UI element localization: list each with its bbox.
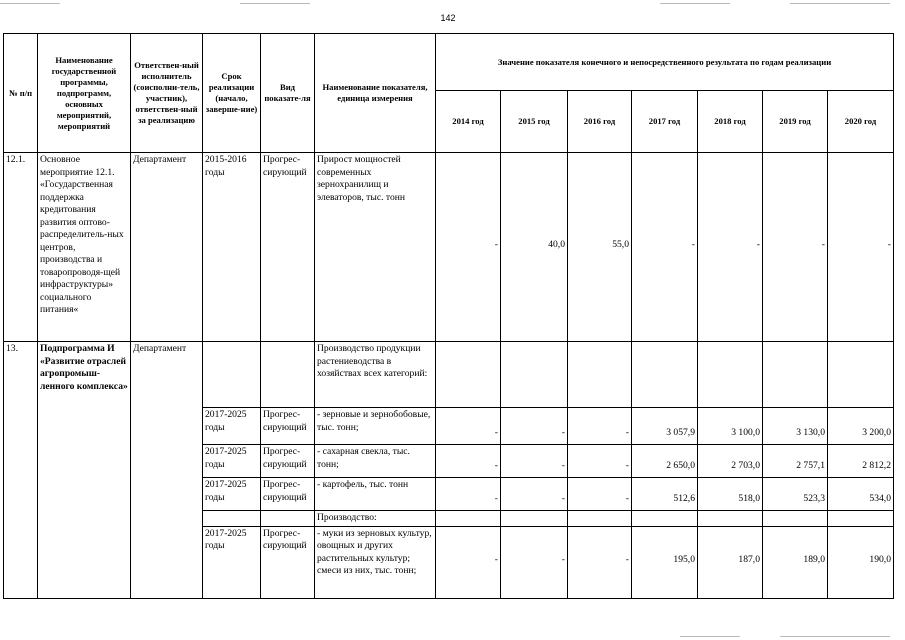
value-cell: 55,0 <box>568 153 632 342</box>
value-cell <box>501 511 568 527</box>
value-cell: 189,0 <box>763 526 828 598</box>
value-cell <box>763 511 828 527</box>
header-name: Наименование государственной программы, подпрограмм, основных мероприятий, мероприятий <box>38 34 131 153</box>
value-cell: 2 757,1 <box>763 445 828 478</box>
scan-artifact <box>680 636 740 637</box>
value-cell: - <box>436 526 501 598</box>
header-term: Срок реализации (начало, заверше-ние) <box>203 34 261 153</box>
value-cell <box>501 342 568 408</box>
value-cell: - <box>568 408 632 445</box>
header-year: 2014 год <box>436 91 501 153</box>
row-name: Подпрограмма И «Развитие отраслей агропромыш-ленного комплекса» <box>38 342 131 599</box>
row-kind: Прогрес-сирующий <box>261 445 315 478</box>
value-cell: 3 100,0 <box>698 408 763 445</box>
scan-artifact <box>790 3 890 4</box>
header-num: № п/п <box>4 34 38 153</box>
row-kind: Прогрес-сирующий <box>261 153 315 342</box>
value-cell: - <box>632 153 698 342</box>
value-cell <box>828 511 894 527</box>
value-cell <box>698 342 763 408</box>
header-year: 2020 год <box>828 91 894 153</box>
row-indicator: - муки из зерновых культур, овощных и других растительных культур; смеси из них, тыс. тонн; <box>315 526 436 598</box>
value-cell <box>698 511 763 527</box>
indicators-table <box>3 33 894 599</box>
value-cell: 187,0 <box>698 526 763 598</box>
scan-artifact <box>780 636 890 637</box>
header-year: 2015 год <box>501 91 568 153</box>
value-cell: - <box>436 153 501 342</box>
value-cell: - <box>698 153 763 342</box>
row-indicator: - сахарная свекла, тыс. тонн; <box>315 445 436 478</box>
value-cell <box>436 511 501 527</box>
row-term-empty <box>203 511 261 527</box>
row-term: 2017-2025 годы <box>203 478 261 511</box>
header-year: 2017 год <box>632 91 698 153</box>
value-cell: - <box>763 153 828 342</box>
value-cell: 523,3 <box>763 478 828 511</box>
value-cell: - <box>436 408 501 445</box>
header-indicator: Наименование показателя, единица измерения <box>315 34 436 153</box>
row-executor: Департамент <box>131 342 203 599</box>
value-cell: 3 130,0 <box>763 408 828 445</box>
row-num: 13. <box>4 342 38 599</box>
value-cell: 2 650,0 <box>632 445 698 478</box>
scan-artifact <box>0 3 60 4</box>
row-term: 2015-2016 годы <box>203 153 261 342</box>
value-cell: - <box>436 478 501 511</box>
page-number: 142 <box>440 13 456 23</box>
value-cell: 518,0 <box>698 478 763 511</box>
row-term-empty <box>203 342 261 408</box>
row-num: 12.1. <box>4 153 38 342</box>
row-kind-empty <box>261 511 315 527</box>
value-cell: 40,0 <box>501 153 568 342</box>
row-name: Основное мероприятие 12.1. «Государственная поддержка кредитования развития оптово-распределитель-ных центров, производства и товаропроводя-щей инфраструктуры» социального питания« <box>38 153 131 342</box>
value-cell: 512,6 <box>632 478 698 511</box>
value-cell <box>632 511 698 527</box>
value-cell <box>568 342 632 408</box>
row-term: 2017-2025 годы <box>203 445 261 478</box>
group-title: Производство: <box>315 511 436 527</box>
value-cell <box>763 342 828 408</box>
value-cell: 3 057,9 <box>632 408 698 445</box>
value-cell: 2 812,2 <box>828 445 894 478</box>
row-kind: Прогрес-сирующий <box>261 478 315 511</box>
header-year: 2016 год <box>568 91 632 153</box>
value-cell: 2 703,0 <box>698 445 763 478</box>
value-cell <box>436 342 501 408</box>
value-cell: - <box>501 478 568 511</box>
row-executor: Департамент <box>131 153 203 342</box>
value-cell <box>828 342 894 408</box>
value-cell: 190,0 <box>828 526 894 598</box>
row-indicator: - зерновые и зернобобовые, тыс. тонн; <box>315 408 436 445</box>
row-indicator: Прирост мощностей современных зернохранилищ и элеваторов, тыс. тонн <box>315 153 436 342</box>
row-kind: Прогрес-сирующий <box>261 526 315 598</box>
value-cell: 534,0 <box>828 478 894 511</box>
table-row <box>4 342 894 408</box>
value-cell: 195,0 <box>632 526 698 598</box>
header-values-group: Значение показателя конечного и непосредственного результата по годам реализации <box>436 34 894 91</box>
row-indicator: - картофель, тыс. тонн <box>315 478 436 511</box>
value-cell: - <box>501 408 568 445</box>
value-cell: - <box>501 526 568 598</box>
value-cell: 3 200,0 <box>828 408 894 445</box>
header-kind: Вид показате-ля <box>261 34 315 153</box>
header-executor: Ответствен-ный исполнитель (соисполни-тель, участник), ответствен-ный за реализацию <box>131 34 203 153</box>
value-cell <box>568 511 632 527</box>
header-year: 2018 год <box>698 91 763 153</box>
row-kind-empty <box>261 342 315 408</box>
value-cell: - <box>828 153 894 342</box>
value-cell: - <box>501 445 568 478</box>
value-cell: - <box>568 445 632 478</box>
header-year: 2019 год <box>763 91 828 153</box>
row-term: 2017-2025 годы <box>203 526 261 598</box>
value-cell: - <box>568 526 632 598</box>
table-row <box>4 153 894 342</box>
group-title: Производство продукции растениеводства в хозяйствах всех категорий: <box>315 342 436 408</box>
scan-artifact <box>240 3 310 4</box>
value-cell <box>632 342 698 408</box>
row-kind: Прогрес-сирующий <box>261 408 315 445</box>
scan-artifact <box>660 3 730 4</box>
value-cell: - <box>568 478 632 511</box>
value-cell: - <box>436 445 501 478</box>
row-term: 2017-2025 годы <box>203 408 261 445</box>
